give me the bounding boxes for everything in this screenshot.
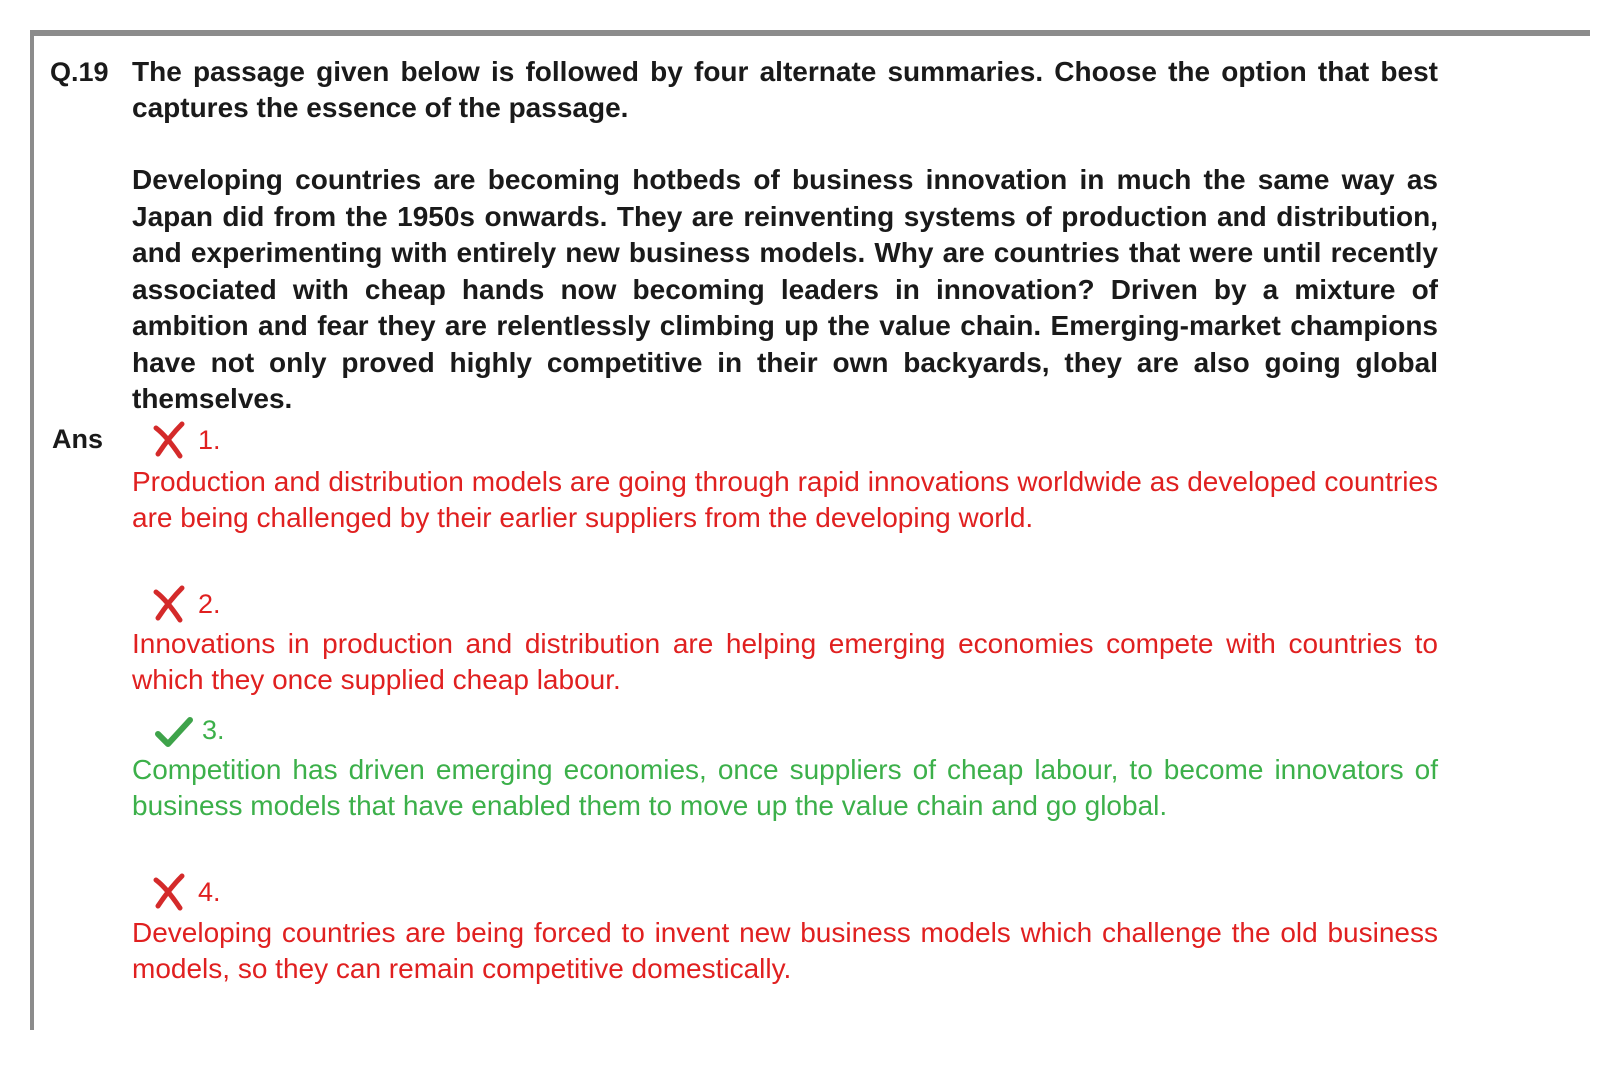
option-3-label: 3. [202,714,225,745]
question-prompt: The passage given below is followed by four alternate summaries. Choose the option that best captures the essence of the passage. [132,56,1438,123]
answer-label: Ans [52,424,104,454]
cross-icon [150,584,190,624]
option-2-label: 2. [198,588,221,619]
option-1-text: Production and distribution models are going through rapid innovations worldwide as developed countries are being challenged by their earlier suppliers from the developing world. [132,466,1438,533]
option-2-text: Innovations in production and distribution are helping emerging economies compete with countries to which they once supplied cheap labour. [132,628,1438,695]
option-4-header [150,872,221,912]
cross-icon [150,420,190,460]
question-number: Q.19 [50,57,109,87]
check-icon [154,710,194,750]
option-1-label: 1. [198,424,221,455]
question-passage: Developing countries are becoming hotbeds of business innovation in much the same way as Japan did from the 1950s onwards. They are reinventing systems of production and distribution, and experimenting with entirely new business models. Why are countries that were until recently associated with cheap hands now becoming leaders in innovation? Driven by a mixture of ambition and fear they are relentlessly climbing up the value chain. Emerging-market champions have not only proved highly competitive in their own backyards, they are also going global themselves. [132,164,1438,414]
option-1-header [150,420,221,460]
option-3-text: Competition has driven emerging economies, once suppliers of cheap labour, to become innovators of business models that have enabled them to move up the value chain and go global. [132,754,1438,821]
option-3-header [154,710,225,750]
option-4-label: 4. [198,876,221,907]
cross-icon [150,872,190,912]
option-4-text: Developing countries are being forced to invent new business models which challenge the old business models, so they can remain competitive domestically. [132,917,1438,984]
option-2-header [150,584,221,624]
